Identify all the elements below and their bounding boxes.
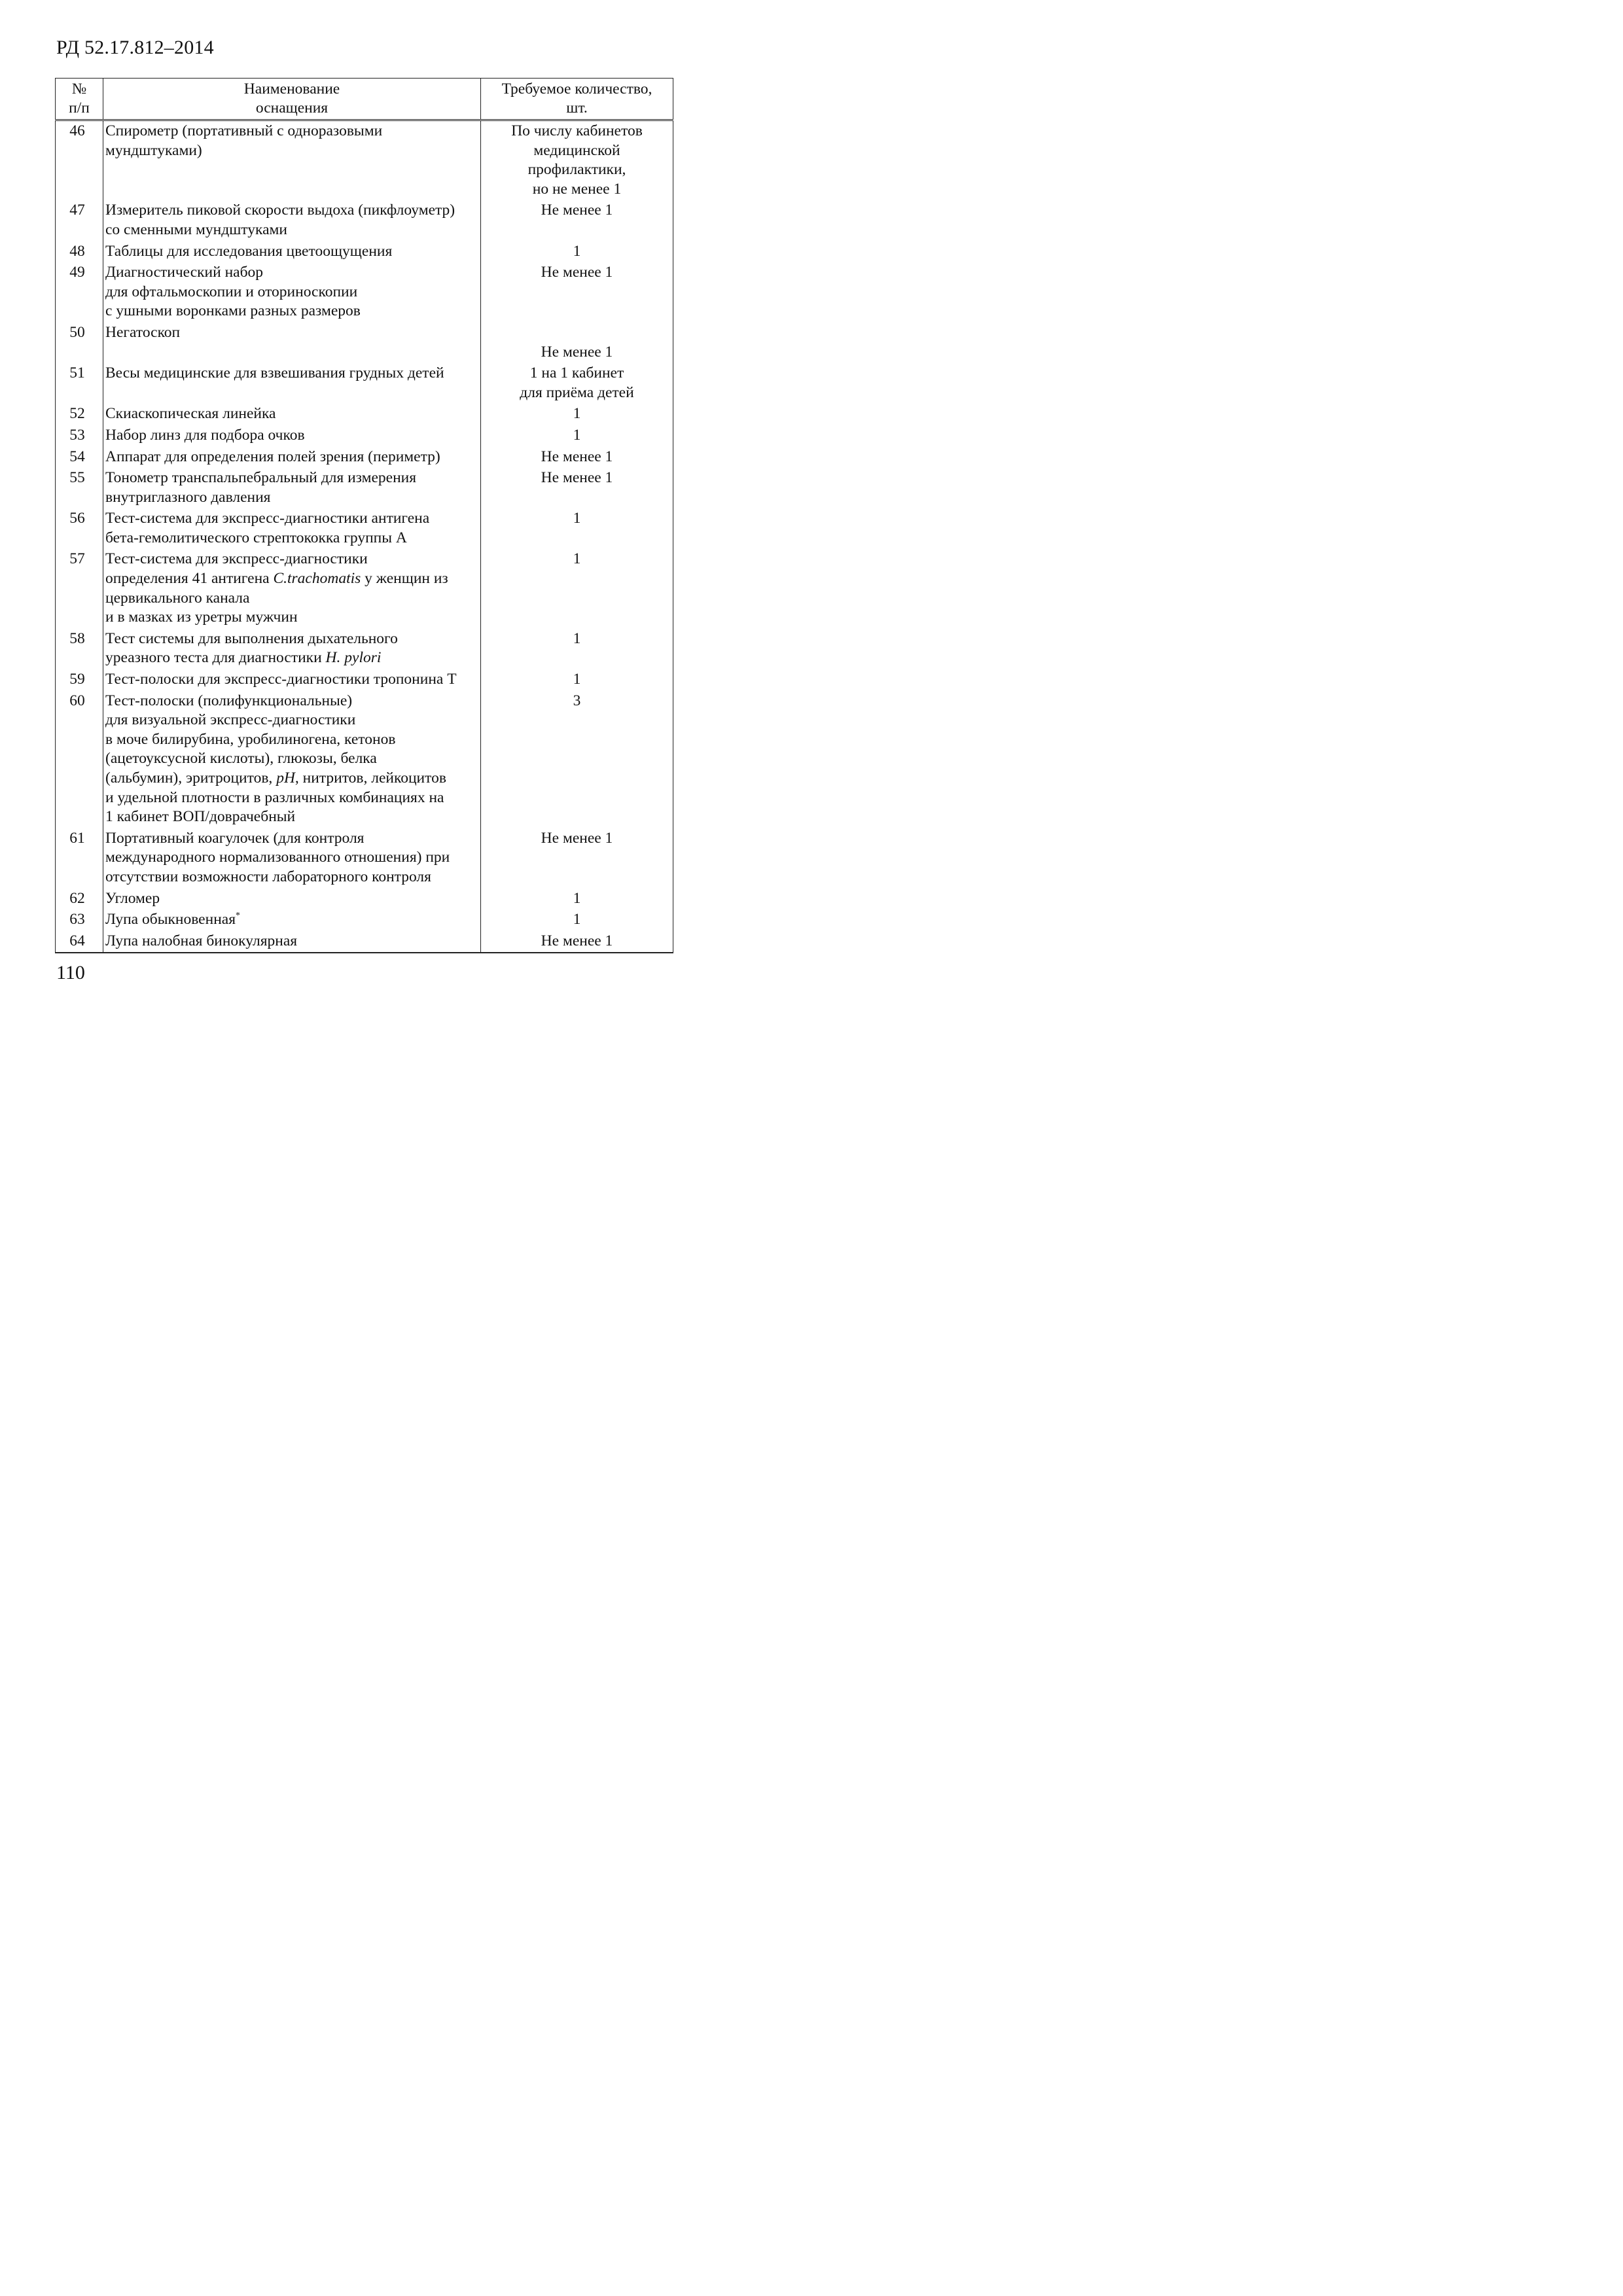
name-text: Аппарат для определения полей зрения (периметр) — [105, 448, 440, 465]
name-text: , нитритов, лейкоцитов и удельной плотности в различных комбинациях на 1 кабинет ВОП/доврачебный — [105, 769, 446, 826]
name-text: Тест-система для экспресс-диагностики антигена бета-гемолитического стрептококка группы А — [105, 510, 430, 546]
table-row — [56, 889, 673, 910]
row-number: 52 — [56, 404, 103, 425]
footnote-mark: * — [236, 911, 241, 921]
row-number: 56 — [56, 508, 103, 549]
row-name — [103, 200, 481, 241]
row-number: 54 — [56, 447, 103, 468]
name-text: Измеритель пиковой скорости выдоха (пикфлоуметр) со сменными мундштуками — [105, 202, 455, 238]
row-quantity: 1 — [481, 425, 673, 447]
row-name — [103, 447, 481, 468]
row-quantity: Не менее 1 — [481, 200, 673, 241]
row-name — [103, 910, 481, 931]
row-number: 50 — [56, 323, 103, 363]
table-row — [56, 669, 673, 691]
row-number: 60 — [56, 691, 103, 828]
row-name — [103, 669, 481, 691]
row-quantity: 1 — [481, 404, 673, 425]
table-row — [56, 508, 673, 549]
name-text: Тонометр транспальпебральный для измерения внутриглазного давления — [105, 469, 417, 506]
name-text: Тест-полоски (полифункциональные) для визуальной экспресс-диагностики в моче билирубина, уробилиногена, кетонов (ацетоуксусной кислоты), глюкозы, белка (альбумин), эритроцитов, — [105, 692, 396, 786]
table-row — [56, 262, 673, 323]
name-text: Набор линз для подбора очков — [105, 426, 305, 444]
row-number: 55 — [56, 468, 103, 508]
name-text: Лупа налобная бинокулярная — [105, 932, 298, 949]
table-row — [56, 931, 673, 953]
name-text: Диагностический набор для офтальмоскопии и оториноскопии с ушными воронками разных размеров — [105, 264, 361, 320]
table-row — [56, 910, 673, 931]
row-quantity: Не менее 1 — [481, 323, 673, 363]
table-row — [56, 323, 673, 363]
table-row — [56, 447, 673, 468]
row-number: 49 — [56, 262, 103, 323]
page-number: 110 — [56, 962, 85, 983]
row-number: 51 — [56, 363, 103, 404]
row-name — [103, 508, 481, 549]
table-row — [56, 120, 673, 201]
row-quantity: 1 — [481, 241, 673, 263]
header-number: № п/п — [56, 79, 103, 120]
row-quantity: Не менее 1 — [481, 931, 673, 953]
header-name: Наименование оснащения — [103, 79, 481, 120]
name-text: Тест-система для экспресс-диагностики определения 41 антигена — [105, 550, 368, 588]
row-number: 62 — [56, 889, 103, 910]
table-row — [56, 425, 673, 447]
table-row — [56, 549, 673, 628]
table-row — [56, 468, 673, 508]
name-text: Портативный коагулочек (для контроля международного нормализованного отношения) при отсутствии возможности лабораторного контроля — [105, 829, 450, 885]
row-number: 63 — [56, 910, 103, 931]
italic-term: pH — [276, 769, 295, 786]
row-quantity: 1 — [481, 910, 673, 931]
row-name — [103, 828, 481, 889]
name-text: Лупа обыкновенная — [105, 911, 236, 928]
row-number: 46 — [56, 120, 103, 201]
row-number: 48 — [56, 241, 103, 263]
table-row — [56, 629, 673, 669]
header-quantity: Требуемое количество, шт. — [481, 79, 673, 120]
name-text: Тест-полоски для экспресс-диагностики тропонина Т — [105, 671, 457, 688]
name-text: Тест системы для выполнения дыхательного уреазного теста для диагностики — [105, 629, 398, 667]
name-text: Спирометр (портативный с одноразовыми мундштуками) — [105, 122, 383, 159]
row-name — [103, 468, 481, 508]
row-number: 59 — [56, 669, 103, 691]
row-quantity: Не менее 1 — [481, 828, 673, 889]
equipment-table — [55, 78, 673, 953]
table-row — [56, 241, 673, 263]
italic-term: C.trachomatis — [273, 570, 361, 588]
row-number: 47 — [56, 200, 103, 241]
name-text: Скиаскопическая линейка — [105, 405, 276, 423]
document-code: РД 52.17.812–2014 — [56, 37, 214, 58]
row-number: 64 — [56, 931, 103, 953]
row-name — [103, 120, 481, 201]
row-name — [103, 629, 481, 669]
name-text: Таблицы для исследования цветоощущения — [105, 242, 393, 260]
table-row — [56, 404, 673, 425]
row-name — [103, 363, 481, 404]
name-text: Весы медицинские для взвешивания грудных детей — [105, 364, 444, 382]
row-name — [103, 323, 481, 363]
italic-term: H. pylori — [325, 649, 382, 667]
row-quantity: 1 — [481, 889, 673, 910]
row-quantity: 1 — [481, 669, 673, 691]
row-name — [103, 691, 481, 828]
row-number: 57 — [56, 549, 103, 628]
row-name — [103, 889, 481, 910]
row-name — [103, 404, 481, 425]
row-quantity: Не менее 1 — [481, 468, 673, 508]
row-name — [103, 931, 481, 953]
row-quantity: Не менее 1 — [481, 447, 673, 468]
name-text: Негатоскоп — [105, 323, 181, 341]
name-text: у женщин из цервикального канала и в мазках из уретры мужчин — [105, 570, 448, 626]
row-number: 61 — [56, 828, 103, 889]
row-quantity: 1 — [481, 629, 673, 669]
row-name — [103, 425, 481, 447]
row-quantity: По числу кабинетов медицинской профилактики, но не менее 1 — [481, 120, 673, 201]
row-number: 53 — [56, 425, 103, 447]
row-quantity: 1 — [481, 508, 673, 549]
row-quantity: 1 — [481, 549, 673, 628]
table-row — [56, 828, 673, 889]
row-quantity: 3 — [481, 691, 673, 828]
table-row — [56, 363, 673, 404]
row-name — [103, 262, 481, 323]
table-row — [56, 200, 673, 241]
table-header-row — [56, 79, 673, 120]
table-row — [56, 691, 673, 828]
row-quantity: 1 на 1 кабинет для приёма детей — [481, 363, 673, 404]
row-name — [103, 241, 481, 263]
row-quantity: Не менее 1 — [481, 262, 673, 323]
name-text: Угломер — [105, 889, 160, 907]
row-number: 58 — [56, 629, 103, 669]
row-name — [103, 549, 481, 628]
